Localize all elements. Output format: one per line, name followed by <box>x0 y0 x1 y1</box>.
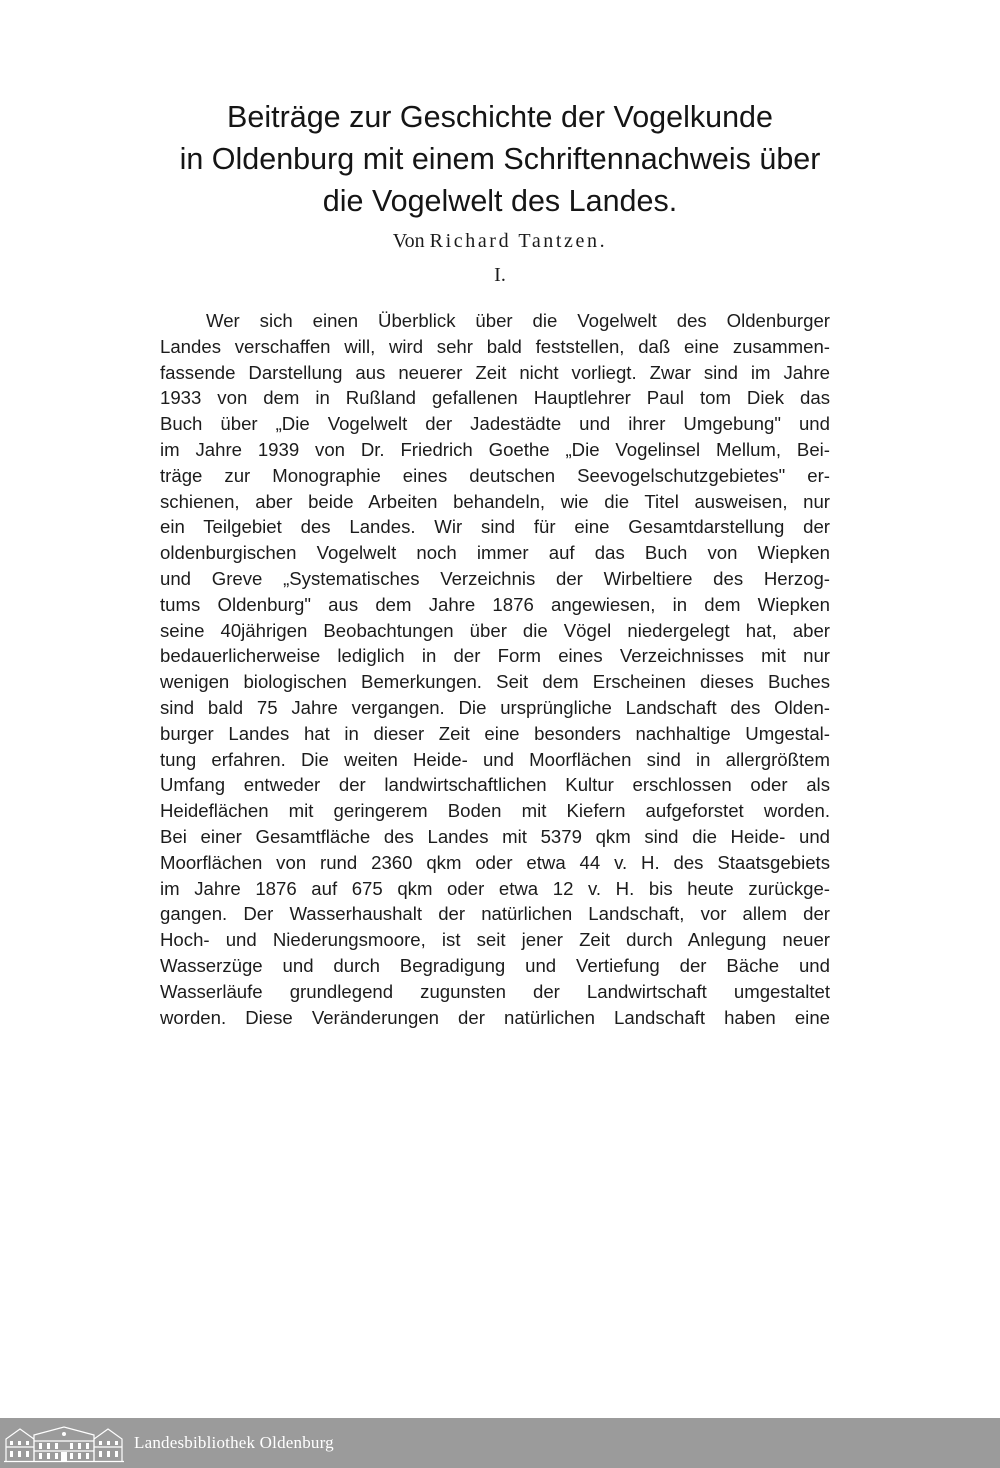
body-line: Buch über „Die Vogelwelt der Jadestädte und ihrer Umgebung" und <box>160 413 830 435</box>
body-line: tung erfahren. Die weiten Heide- und Moorflächen sind in allergrößtem <box>160 748 830 770</box>
body-line: und Greve „Systematisches Verzeichnis der Wirbeltiere des Herzog- <box>160 567 830 589</box>
body-line: oldenburgischen Vogelwelt noch immer auf das Buch von Wiepken <box>160 542 830 564</box>
body-line: sind bald 75 Jahre vergangen. Die ursprüngliche Landschaft des Olden- <box>160 696 830 718</box>
body-line: träge zur Monographie eines deutschen Seevogelschutzgebietes" er- <box>160 464 830 486</box>
title-line: Beiträge zur Geschichte der Vogelkunde <box>227 100 773 134</box>
body-line: Landes verschaffen will, wird sehr bald feststellen, daß eine zusammen- <box>160 335 830 357</box>
document-title <box>100 96 900 222</box>
title-line: in Oldenburg mit einem Schriftennachweis über <box>179 142 821 176</box>
author-prefix: Von <box>392 230 425 252</box>
body-line: Moorflächen von rund 2360 qkm oder etwa 44 v. H. des Staatsgebiets <box>160 851 830 873</box>
body-line: Bei einer Gesamtfläche des Landes mit 5379 qkm sind die Heide- und <box>160 825 830 847</box>
body-line: Heideflächen mit geringerem Boden mit Kiefern aufgeforstet worden. <box>160 800 830 822</box>
author-line <box>100 228 900 254</box>
library-name: Landesbibliothek Oldenburg <box>134 1433 334 1452</box>
body-line: bedauerlicherweise lediglich in der Form eines Verzeichnisses mit nur <box>160 645 830 667</box>
body-line: Hoch- und Niederungsmoore, ist seit jener Zeit durch Anlegung neuer <box>160 929 830 951</box>
section-number: I. <box>494 264 506 286</box>
body-line: ein Teilgebiet des Landes. Wir sind für eine Gesamtdarstellung der <box>160 516 830 538</box>
body-line: Wer sich einen Überblick über die Vogelwelt des Oldenburger <box>206 310 830 331</box>
body-line: 1933 von dem in Rußland gefallenen Hauptlehrer Paul tom Diek das <box>160 387 830 409</box>
body-line: fassende Darstellung aus neuerer Zeit nicht vorliegt. Zwar sind im Jahre <box>160 361 830 383</box>
body-line: seine 40jährigen Beobachtungen über die Vögel niedergelegt hat, aber <box>160 619 830 641</box>
body-line: Wasserläufe grundlegend zugunsten der Landwirtschaft umgestaltet <box>160 980 830 1002</box>
library-building-icon <box>2 1423 126 1463</box>
body-line: wenigen biologischen Bemerkungen. Seit dem Erscheinen dieses Buches <box>160 671 830 693</box>
body-line: Umfang entweder der landwirtschaftlichen Kultur erschlossen oder als <box>160 774 830 796</box>
body-line: Wasserzüge und durch Begradigung und Vertiefung der Bäche und <box>160 954 830 976</box>
body-line: worden. Diese Veränderungen der natürlichen Landschaft haben eine <box>160 1006 830 1028</box>
body-line: gangen. Der Wasserhaushalt der natürlichen Landschaft, vor allem der <box>160 903 830 925</box>
library-footer-bar <box>0 1418 1000 1468</box>
body-line: im Jahre 1939 von Dr. Friedrich Goethe „Die Vogelinsel Mellum, Bei- <box>160 438 830 460</box>
body-line: tums Oldenburg" aus dem Jahre 1876 angewiesen, in dem Wiepken <box>160 593 830 615</box>
body-line: im Jahre 1876 auf 675 qkm oder etwa 12 v. H. bis heute zurückge- <box>160 877 830 899</box>
author-name: Richard Tantzen. <box>429 230 608 252</box>
body-line: burger Landes hat in dieser Zeit eine besonders nachhaltige Umgestal- <box>160 722 830 744</box>
title-line: die Vogelwelt des Landes. <box>322 184 678 218</box>
body-paragraph <box>160 308 830 1030</box>
body-line: schienen, aber beide Arbeiten behandeln, wie die Titel ausweisen, nur <box>160 490 830 512</box>
